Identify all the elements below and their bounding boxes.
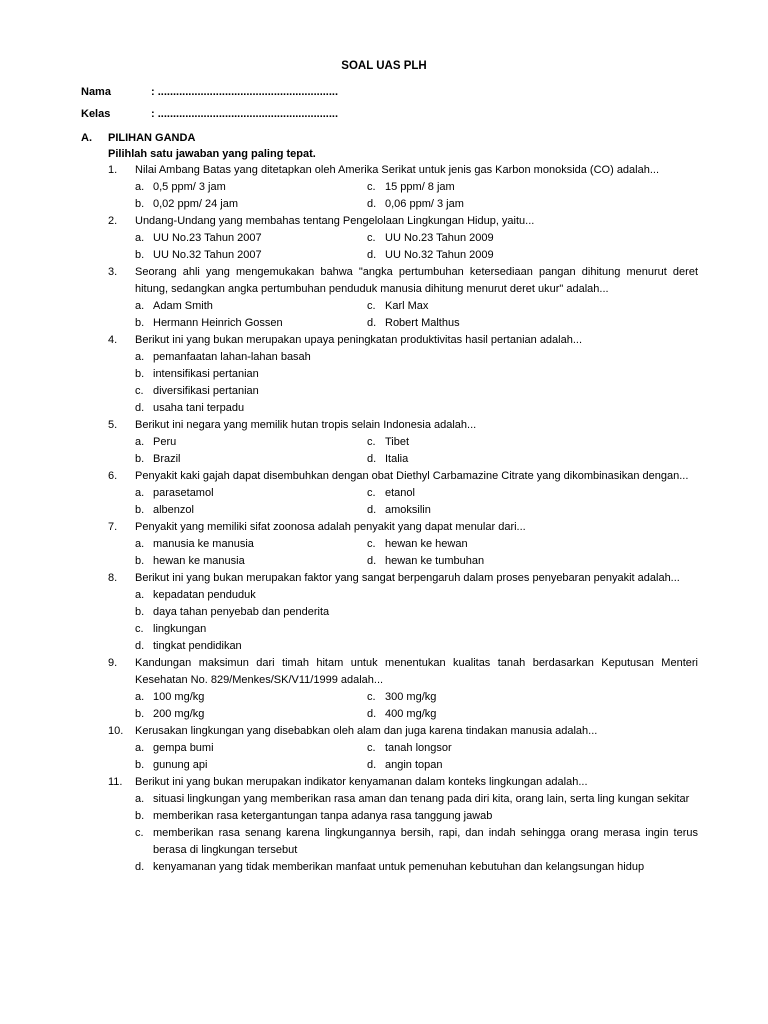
option-text: kepadatan penduduk <box>153 589 256 601</box>
question-row <box>108 723 698 740</box>
option-text: UU No.32 Tahun 2007 <box>153 249 262 261</box>
option-letter: d. <box>367 555 377 567</box>
option-text: situasi lingkungan yang memberikan rasa aman dan tenang pada diri kita, orang lain, serta ling kungan sekitar <box>153 793 690 805</box>
option-text: Adam Smith <box>153 300 213 312</box>
answer-option <box>367 536 698 553</box>
option-text: tingkat pendidikan <box>153 640 242 652</box>
answer-option <box>135 706 367 723</box>
answer-option <box>135 298 367 315</box>
option-letter: b. <box>135 708 145 720</box>
answer-option <box>135 587 698 604</box>
option-letter: b. <box>135 198 145 210</box>
answer-option <box>135 485 367 502</box>
option-letter: b. <box>135 606 145 618</box>
option-text: UU No.32 Tahun 2009 <box>385 249 494 261</box>
option-text: angin topan <box>385 759 443 771</box>
option-text: memberikan rasa senang karena lingkungannya bersih, rapi, dan indah sehingga orang merasa ingin terus berasa di lingkungan tersebut <box>153 827 698 856</box>
answer-option <box>367 502 698 519</box>
question-row <box>108 570 698 587</box>
option-letter: b. <box>135 759 145 771</box>
answer-option <box>367 740 698 757</box>
section-letter: A. <box>81 132 92 144</box>
option-letter: c. <box>367 487 376 499</box>
answer-option <box>367 434 698 451</box>
option-text: 300 mg/kg <box>385 691 437 703</box>
option-text: memberikan rasa ketergantungan tanpa adanya rasa tanggung jawab <box>153 810 493 822</box>
answer-option <box>367 247 698 264</box>
option-text: 0,5 ppm/ 3 jam <box>153 181 226 193</box>
question-text: Berikut ini yang bukan merupakan indikator kenyamanan dalam konteks lingkungan adalah... <box>135 776 588 788</box>
answer-options <box>108 434 698 468</box>
option-letter: d. <box>135 861 145 873</box>
question-text: Berikut ini yang bukan merupakan faktor yang sangat berpengaruh dalam proses penyebaran penyakit adalah... <box>135 572 680 584</box>
question-item <box>108 162 698 213</box>
question-text: Undang-Undang yang membahas tentang Pengelolaan Lingkungan Hidup, yaitu... <box>135 215 535 227</box>
question-number: 8. <box>108 572 118 584</box>
option-letter: b. <box>135 555 145 567</box>
question-number: 4. <box>108 334 118 346</box>
option-letter: d. <box>367 708 377 720</box>
option-letter: a. <box>135 436 145 448</box>
question-text: Kandungan maksimun dari timah hitam untuk menentukan kualitas tanah berdasarkan Keputusan Menteri Kesehatan No. 829/Menkes/SK/V11/1999 adalah... <box>135 657 698 686</box>
answer-option <box>135 400 698 417</box>
option-text: 200 mg/kg <box>153 708 205 720</box>
answer-options <box>108 587 698 655</box>
answer-option <box>135 757 367 774</box>
option-text: kenyamanan yang tidak memberikan manfaat untuk pemenuhan kebutuhan dan kelangsungan hidup <box>153 861 645 873</box>
answer-option <box>135 859 698 876</box>
option-text: Hermann Heinrich Gossen <box>153 317 283 329</box>
answer-option <box>367 485 698 502</box>
question-text: Berikut ini yang bukan merupakan upaya peningkatan produktivitas hasil pertanian adalah... <box>135 334 583 346</box>
answer-option <box>135 230 367 247</box>
answer-option <box>367 706 698 723</box>
question-number: 1. <box>108 164 118 176</box>
question-text: Nilai Ambang Batas yang ditetapkan oleh Amerika Serikat untuk jenis gas Karbon monoksida (CO) adalah... <box>135 164 660 176</box>
answer-option <box>135 689 367 706</box>
option-letter: c. <box>367 691 376 703</box>
question-row <box>108 264 698 298</box>
option-text: amoksilin <box>385 504 431 516</box>
answer-option <box>135 740 367 757</box>
class-field <box>81 108 338 120</box>
option-text: 0,02 ppm/ 24 jam <box>153 198 238 210</box>
option-text: lingkungan <box>153 623 207 635</box>
option-letter: d. <box>367 759 377 771</box>
answer-option <box>135 502 367 519</box>
question-number: 9. <box>108 657 118 669</box>
answer-options <box>108 740 698 774</box>
answer-options <box>108 689 698 723</box>
question-text: Penyakit yang memiliki sifat zoonosa adalah penyakit yang dapat menular dari... <box>135 521 526 533</box>
question-row <box>108 162 698 179</box>
option-letter: c. <box>367 742 376 754</box>
option-letter: a. <box>135 691 145 703</box>
answer-option <box>135 451 367 468</box>
question-row <box>108 417 698 434</box>
answer-option <box>367 689 698 706</box>
answer-option <box>135 791 698 808</box>
option-letter: c. <box>367 538 376 550</box>
answer-option <box>367 553 698 570</box>
option-text: Karl Max <box>385 300 429 312</box>
option-text: gempa bumi <box>153 742 214 754</box>
answer-option <box>367 230 698 247</box>
answer-option <box>367 451 698 468</box>
question-text: Penyakit kaki gajah dapat disembuhkan dengan obat Diethyl Carbamazine Citrate yang dikombinasikan dengan... <box>135 470 689 482</box>
option-letter: d. <box>135 402 145 414</box>
option-letter: a. <box>135 538 145 550</box>
option-letter: c. <box>367 436 376 448</box>
answer-option <box>367 757 698 774</box>
question-item <box>108 417 698 468</box>
option-text: 15 ppm/ 8 jam <box>385 181 455 193</box>
question-number: 2. <box>108 215 118 227</box>
question-row <box>108 213 698 230</box>
option-letter: d. <box>135 640 145 652</box>
answer-option <box>135 434 367 451</box>
option-text: pemanfaatan lahan-lahan basah <box>153 351 311 363</box>
answer-option <box>135 349 698 366</box>
question-row <box>108 468 698 485</box>
instruction: Pilihlah satu jawaban yang paling tepat. <box>108 148 316 160</box>
option-text: 0,06 ppm/ 3 jam <box>385 198 464 210</box>
option-text: manusia ke manusia <box>153 538 254 550</box>
answer-options <box>108 230 698 264</box>
answer-option <box>135 604 698 621</box>
option-text: 400 mg/kg <box>385 708 437 720</box>
answer-option <box>135 825 698 859</box>
class-blank: : ........................................................... <box>151 108 339 120</box>
question-row <box>108 774 698 791</box>
question-item <box>108 519 698 570</box>
answer-options <box>108 536 698 570</box>
option-letter: b. <box>135 504 145 516</box>
option-letter: d. <box>367 453 377 465</box>
option-text: parasetamol <box>153 487 214 499</box>
question-text: Berikut ini negara yang memilik hutan tropis selain Indonesia adalah... <box>135 419 477 431</box>
option-letter: a. <box>135 793 145 805</box>
answer-options <box>108 485 698 519</box>
option-letter: d. <box>367 504 377 516</box>
question-row <box>108 332 698 349</box>
answer-option <box>135 315 367 332</box>
name-blank: : ........................................................... <box>151 86 339 98</box>
question-item <box>108 332 698 417</box>
answer-option <box>367 179 698 196</box>
option-text: Brazil <box>153 453 181 465</box>
answer-option <box>135 621 698 638</box>
answer-option <box>135 179 367 196</box>
answer-option <box>367 196 698 213</box>
option-letter: b. <box>135 810 145 822</box>
question-number: 6. <box>108 470 118 482</box>
answer-option <box>135 247 367 264</box>
answer-options <box>108 298 698 332</box>
answer-option <box>135 196 367 213</box>
question-item <box>108 774 698 876</box>
answer-option <box>135 808 698 825</box>
option-text: UU No.23 Tahun 2007 <box>153 232 262 244</box>
page-title: SOAL UAS PLH <box>341 60 427 72</box>
question-number: 5. <box>108 419 118 431</box>
option-letter: d. <box>367 249 377 261</box>
option-letter: a. <box>135 181 145 193</box>
section-heading <box>81 132 195 144</box>
question-item <box>108 264 698 332</box>
option-letter: c. <box>367 300 376 312</box>
answer-option <box>135 536 367 553</box>
option-letter: d. <box>367 317 377 329</box>
class-label: Kelas <box>81 108 111 120</box>
option-letter: a. <box>135 589 145 601</box>
option-text: gunung api <box>153 759 208 771</box>
question-number: 11. <box>108 776 123 788</box>
option-letter: b. <box>135 453 145 465</box>
option-text: diversifikasi pertanian <box>153 385 259 397</box>
option-text: etanol <box>385 487 415 499</box>
question-list <box>108 162 698 876</box>
option-text: hewan ke tumbuhan <box>385 555 485 567</box>
option-text: daya tahan penyebab dan penderita <box>153 606 330 618</box>
name-label: Nama <box>81 86 111 98</box>
answer-options <box>108 179 698 213</box>
answer-option <box>367 298 698 315</box>
answer-option <box>135 638 698 655</box>
name-field <box>81 86 338 98</box>
option-letter: a. <box>135 351 145 363</box>
option-letter: a. <box>135 300 145 312</box>
option-letter: a. <box>135 742 145 754</box>
question-item <box>108 468 698 519</box>
option-text: intensifikasi pertanian <box>153 368 259 380</box>
option-text: albenzol <box>153 504 194 516</box>
question-item <box>108 655 698 723</box>
option-text: hewan ke hewan <box>385 538 468 550</box>
question-row <box>108 655 698 689</box>
answer-option <box>135 366 698 383</box>
question-row <box>108 519 698 536</box>
question-text: Seorang ahli yang mengemukakan bahwa "angka pertumbuhan ketersediaan pangan dihitung menurut deret hitung, sedangkan angka pertumbuhan penduduk manusia dihitung menurut deret ukur" adalah... <box>135 266 698 295</box>
question-item <box>108 723 698 774</box>
question-item <box>108 213 698 264</box>
question-text: Kerusakan lingkungan yang disebabkan oleh alam dan juga karena tindakan manusia adalah... <box>135 725 598 737</box>
option-letter: c. <box>135 827 144 839</box>
option-text: Peru <box>153 436 177 448</box>
option-letter: c. <box>367 232 376 244</box>
option-letter: c. <box>135 385 144 397</box>
option-text: Italia <box>385 453 409 465</box>
answer-option <box>135 383 698 400</box>
option-text: Robert Malthus <box>385 317 460 329</box>
question-number: 10. <box>108 725 124 737</box>
option-text: UU No.23 Tahun 2009 <box>385 232 494 244</box>
option-letter: a. <box>135 487 145 499</box>
option-text: hewan ke manusia <box>153 555 245 567</box>
answer-option <box>135 553 367 570</box>
option-text: usaha tani terpadu <box>153 402 245 414</box>
option-text: tanah longsor <box>385 742 452 754</box>
option-letter: c. <box>135 623 144 635</box>
answer-options <box>108 349 698 417</box>
question-number: 3. <box>108 266 118 278</box>
option-letter: b. <box>135 249 145 261</box>
option-letter: b. <box>135 368 145 380</box>
question-item <box>108 570 698 655</box>
option-letter: a. <box>135 232 145 244</box>
option-text: 100 mg/kg <box>153 691 205 703</box>
answer-option <box>367 315 698 332</box>
option-letter: b. <box>135 317 145 329</box>
answer-options <box>108 791 698 876</box>
question-number: 7. <box>108 521 118 533</box>
section-title: PILIHAN GANDA <box>108 132 196 144</box>
option-text: Tibet <box>385 436 410 448</box>
option-letter: d. <box>367 198 377 210</box>
option-letter: c. <box>367 181 376 193</box>
